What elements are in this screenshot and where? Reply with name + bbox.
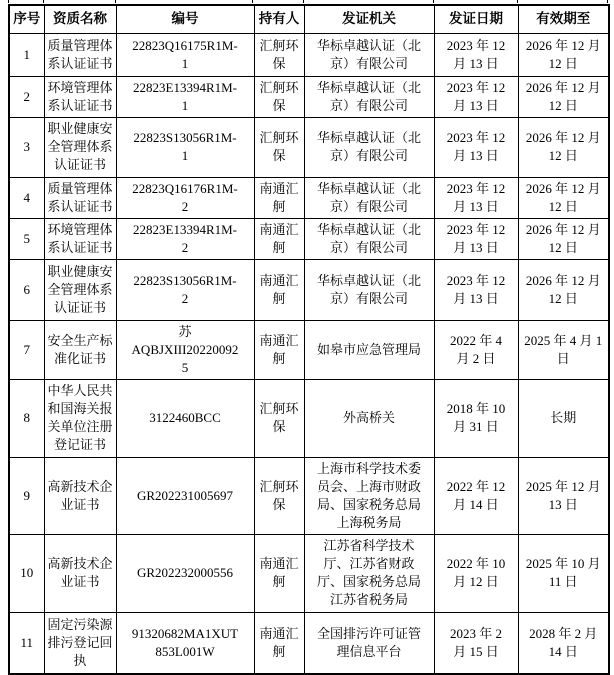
header-row <box>9 5 609 33</box>
header-cell-issuer: 发证机关 <box>304 5 434 33</box>
valid-until-cell: 2026 年 12 月 12 日 <box>518 259 609 320</box>
cert-name-cell: 固定污染源排污登记回执 <box>44 612 116 674</box>
issuer-cell: 华标卓越认证（北京）有限公司 <box>304 33 434 76</box>
cert-number-cell: GR202231005697 <box>116 457 254 534</box>
cert-name-cell: 中华人民共和国海关报关单位注册登记证书 <box>44 379 116 457</box>
seq-cell: 2 <box>9 76 44 117</box>
issue-date-cell: 2023 年 12 月 13 日 <box>434 218 518 259</box>
cert-number-cell: GR202232000556 <box>116 534 254 612</box>
cert-name-cell: 职业健康安全管理体系认证证书 <box>44 259 116 320</box>
issue-date-cell: 2023 年 12 月 13 日 <box>434 117 518 177</box>
valid-until-cell: 2026 年 12 月 12 日 <box>518 218 609 259</box>
issuer-cell: 如皋市应急管理局 <box>304 320 434 379</box>
table-row <box>9 457 609 534</box>
issue-date-cell: 2023 年 12 月 13 日 <box>434 177 518 218</box>
issuer-cell: 华标卓越认证（北京）有限公司 <box>304 76 434 117</box>
valid-until-cell: 2026 年 12 月 12 日 <box>518 76 609 117</box>
header-cell-holder: 持有人 <box>254 5 304 33</box>
issuer-cell: 华标卓越认证（北京）有限公司 <box>304 259 434 320</box>
seq-cell: 7 <box>9 320 44 379</box>
holder-cell: 南通汇舸 <box>254 218 304 259</box>
issuer-cell: 华标卓越认证（北京）有限公司 <box>304 117 434 177</box>
valid-until-cell: 2025 年 4 月 1 日 <box>518 320 609 379</box>
seq-cell: 10 <box>9 534 44 612</box>
holder-cell: 南通汇舸 <box>254 177 304 218</box>
cert-number-cell: 22823E13394R1M-2 <box>116 218 254 259</box>
table-row <box>9 259 609 320</box>
cert-number-cell: 苏 AQBJXIII202200925 <box>116 320 254 379</box>
issue-date-cell: 2023 年 12 月 13 日 <box>434 33 518 76</box>
header-cell-cert-name: 资质名称 <box>44 5 116 33</box>
seq-cell: 5 <box>9 218 44 259</box>
cert-name-cell: 环境管理体系认证证书 <box>44 218 116 259</box>
cert-number-cell: 22823S13056R1M-1 <box>116 117 254 177</box>
valid-until-cell: 2028 年 2 月 14 日 <box>518 612 609 674</box>
cert-name-cell: 环境管理体系认证证书 <box>44 76 116 117</box>
cert-name-cell: 高新技术企业证书 <box>44 457 116 534</box>
issuer-cell: 江苏省科学技术厅、江苏省财政厅、国家税务总局江苏省税务局 <box>304 534 434 612</box>
issue-date-cell: 2023 年 12 月 13 日 <box>434 76 518 117</box>
issuer-cell: 上海市科学技术委员会、上海市财政局、国家税务总局上海税务局 <box>304 457 434 534</box>
cert-name-cell: 质量管理体系认证证书 <box>44 177 116 218</box>
valid-until-cell: 2026 年 12 月 12 日 <box>518 117 609 177</box>
cert-name-cell: 高新技术企业证书 <box>44 534 116 612</box>
table-row <box>9 612 609 674</box>
issuer-cell: 外高桥关 <box>304 379 434 457</box>
cert-number-cell: 22823S13056R1M-2 <box>116 259 254 320</box>
issue-date-cell: 2022 年 10 月 12 日 <box>434 534 518 612</box>
seq-cell: 1 <box>9 33 44 76</box>
header-cell-cert-number: 编号 <box>116 5 254 33</box>
seq-cell: 6 <box>9 259 44 320</box>
cert-number-cell: 91320682MA1XUT853L001W <box>116 612 254 674</box>
seq-cell: 9 <box>9 457 44 534</box>
seq-cell: 4 <box>9 177 44 218</box>
valid-until-cell: 2025 年 10 月 11 日 <box>518 534 609 612</box>
header-cell-seq: 序号 <box>9 5 44 33</box>
issuer-cell: 华标卓越认证（北京）有限公司 <box>304 177 434 218</box>
table-row <box>9 33 609 76</box>
seq-cell: 11 <box>9 612 44 674</box>
holder-cell: 汇舸环保 <box>254 379 304 457</box>
seq-cell: 8 <box>9 379 44 457</box>
cert-name-cell: 安全生产标准化证书 <box>44 320 116 379</box>
seq-cell: 3 <box>9 117 44 177</box>
valid-until-cell: 长期 <box>518 379 609 457</box>
issuer-cell: 华标卓越认证（北京）有限公司 <box>304 218 434 259</box>
cert-name-cell: 质量管理体系认证证书 <box>44 33 116 76</box>
cert-number-cell: 3122460BCC <box>116 379 254 457</box>
table-row <box>9 534 609 612</box>
holder-cell: 汇舸环保 <box>254 33 304 76</box>
issue-date-cell: 2022 年 4 月 2 日 <box>434 320 518 379</box>
issue-date-cell: 2022 年 12 月 14 日 <box>434 457 518 534</box>
table-row <box>9 117 609 177</box>
table-row <box>9 76 609 117</box>
holder-cell: 汇舸环保 <box>254 117 304 177</box>
holder-cell: 南通汇舸 <box>254 259 304 320</box>
cert-name-cell: 职业健康安全管理体系认证证书 <box>44 117 116 177</box>
valid-until-cell: 2026 年 12 月 12 日 <box>518 33 609 76</box>
cert-number-cell: 22823Q16176R1M-2 <box>116 177 254 218</box>
holder-cell: 南通汇舸 <box>254 612 304 674</box>
issue-date-cell: 2018 年 10 月 31 日 <box>434 379 518 457</box>
valid-until-cell: 2025 年 12 月 13 日 <box>518 457 609 534</box>
cert-number-cell: 22823E13394R1M-1 <box>116 76 254 117</box>
holder-cell: 汇舸环保 <box>254 76 304 117</box>
qualifications-table <box>8 4 610 675</box>
valid-until-cell: 2026 年 12 月 12 日 <box>518 177 609 218</box>
cert-number-cell: 22823Q16175R1M-1 <box>116 33 254 76</box>
table-row <box>9 379 609 457</box>
issuer-cell: 全国排污许可证管理信息平台 <box>304 612 434 674</box>
holder-cell: 汇舸环保 <box>254 457 304 534</box>
table-row <box>9 218 609 259</box>
issue-date-cell: 2023 年 2 月 15 日 <box>434 612 518 674</box>
table-row <box>9 177 609 218</box>
holder-cell: 南通汇舸 <box>254 320 304 379</box>
holder-cell: 南通汇舸 <box>254 534 304 612</box>
table-row <box>9 320 609 379</box>
issue-date-cell: 2023 年 12 月 13 日 <box>434 259 518 320</box>
header-cell-issue-date: 发证日期 <box>434 5 518 33</box>
header-cell-valid-until: 有效期至 <box>518 5 609 33</box>
